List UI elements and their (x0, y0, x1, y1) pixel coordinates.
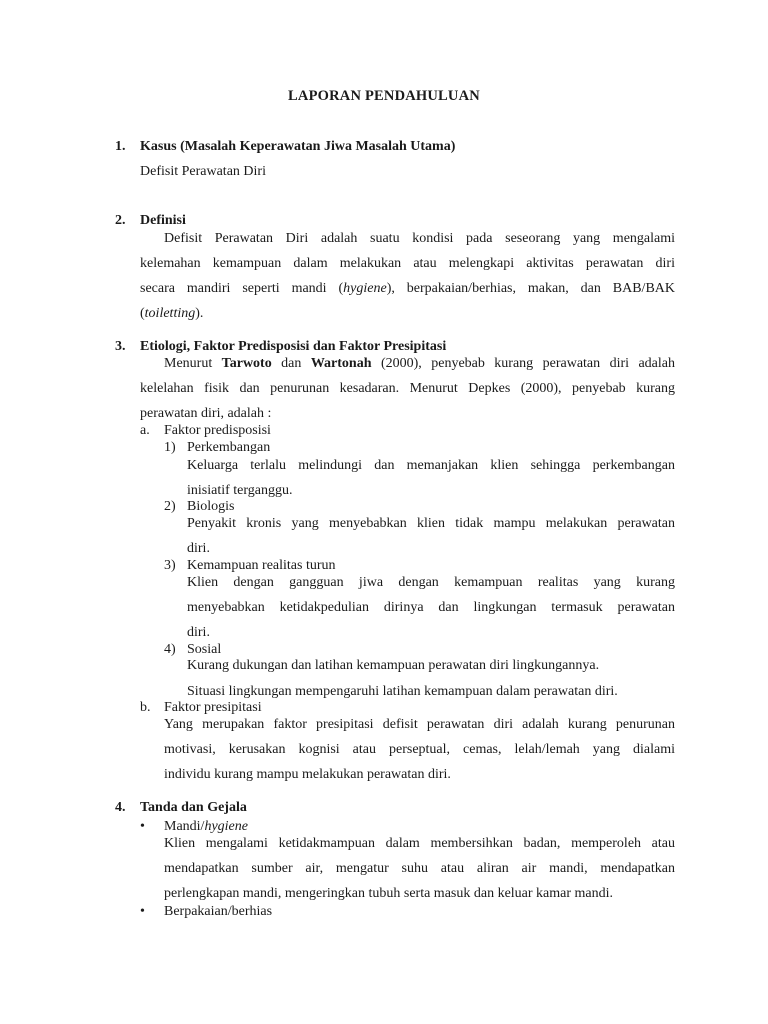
section-1-text: Defisit Perawatan Diri (140, 164, 266, 179)
bullet-icon: • (140, 904, 145, 919)
section-3-heading: Etiologi, Faktor Predisposisi dan Faktor Presipitasi (140, 339, 447, 354)
item-1-line-2: inisiatif terganggu. (187, 483, 293, 498)
item-4-number: 4) (164, 642, 176, 657)
section-2-line-3: secara mandiri seperti mandi (hygiene), berpakaian/berhias, makan, dan BAB/BAK (140, 281, 675, 296)
item-3-line-2: menyebabkan ketidakpedulian dirinya dan lingkungan termasuk perawatan (187, 600, 675, 615)
section-2-line-4: (toiletting). (140, 306, 204, 321)
list-marker-a: a. (140, 423, 150, 438)
section-2-heading: Definisi (140, 213, 186, 228)
item-4-line-1: Kurang dukungan dan latihan kemampuan perawatan diri lingkungannya. (187, 658, 600, 673)
item-4-label: Sosial (187, 642, 222, 657)
section-3-paragraph-line-2: kelelahan fisik dan penurunan kesadaran. Menurut Depkes (2000), penyebab kurang (140, 381, 675, 396)
section-2-number: 2. (115, 213, 126, 228)
bullet-2-label: Berpakaian/berhias (164, 904, 273, 919)
item-2-line-1: Penyakit kronis yang menyebabkan klien tidak mampu melakukan perawatan (187, 516, 675, 531)
item-1-line-1: Keluarga terlalu melindungi dan memanjakan klien sehingga perkembangan (187, 458, 675, 473)
item-2-label: Biologis (187, 499, 235, 514)
list-marker-b: b. (140, 700, 151, 715)
precipitation-line-3: individu kurang mampu melakukan perawatan diri. (164, 767, 451, 782)
item-4-line-2: Situasi lingkungan mempengaruhi latihan kemampuan dalam perawatan diri. (187, 684, 618, 699)
bullet-1-line-1: Klien mengalami ketidakmampuan dalam membersihkan badan, memperoleh atau (164, 836, 675, 851)
item-1-label: Perkembangan (187, 440, 271, 455)
section-2-line-2: kelemahan kemampuan dalam melakukan atau melengkapi aktivitas perawatan diri (140, 256, 675, 271)
section-3-paragraph-line-1: Menurut Tarwoto dan Wartonah (2000), penyebab kurang perawatan diri adalah (164, 356, 675, 371)
precipitation-line-2: motivasi, kerusakan kognisi atau perseptual, cemas, lelah/lemah yang dialami (164, 742, 675, 757)
bullet-1-line-2: mendapatkan sumber air, mengatur suhu atau aliran air mandi, mendapatkan (164, 861, 675, 876)
item-3-number: 3) (164, 558, 176, 573)
section-3-paragraph-line-3: perawatan diri, adalah : (140, 406, 272, 421)
section-1-heading: Kasus (Masalah Keperawatan Jiwa Masalah Utama) (140, 139, 456, 154)
bullet-1-label: Mandi/hygiene (164, 819, 248, 834)
item-2-line-2: diri. (187, 541, 210, 556)
precipitation-line-1: Yang merupakan faktor presipitasi defisit perawatan diri adalah kurang penurunan (164, 717, 675, 732)
document-title: LAPORAN PENDAHULUAN (288, 88, 480, 104)
section-4-number: 4. (115, 800, 126, 815)
section-1-number: 1. (115, 139, 126, 154)
section-3-number: 3. (115, 339, 126, 354)
factor-predisposition-label: Faktor predisposisi (164, 423, 271, 438)
factor-precipitation-label: Faktor presipitasi (164, 700, 262, 715)
section-4-heading: Tanda dan Gejala (140, 800, 247, 815)
section-2-line-1: Defisit Perawatan Diri adalah suatu kondisi pada seseorang yang mengalami (164, 231, 675, 246)
bullet-icon: • (140, 819, 145, 834)
item-1-number: 1) (164, 440, 176, 455)
item-3-label: Kemampuan realitas turun (187, 558, 336, 573)
item-3-line-1: Klien dengan gangguan jiwa dengan kemampuan realitas yang kurang (187, 575, 675, 590)
item-2-number: 2) (164, 499, 176, 514)
item-3-line-3: diri. (187, 625, 210, 640)
bullet-1-line-3: perlengkapan mandi, mengeringkan tubuh serta masuk dan keluar kamar mandi. (164, 886, 614, 901)
